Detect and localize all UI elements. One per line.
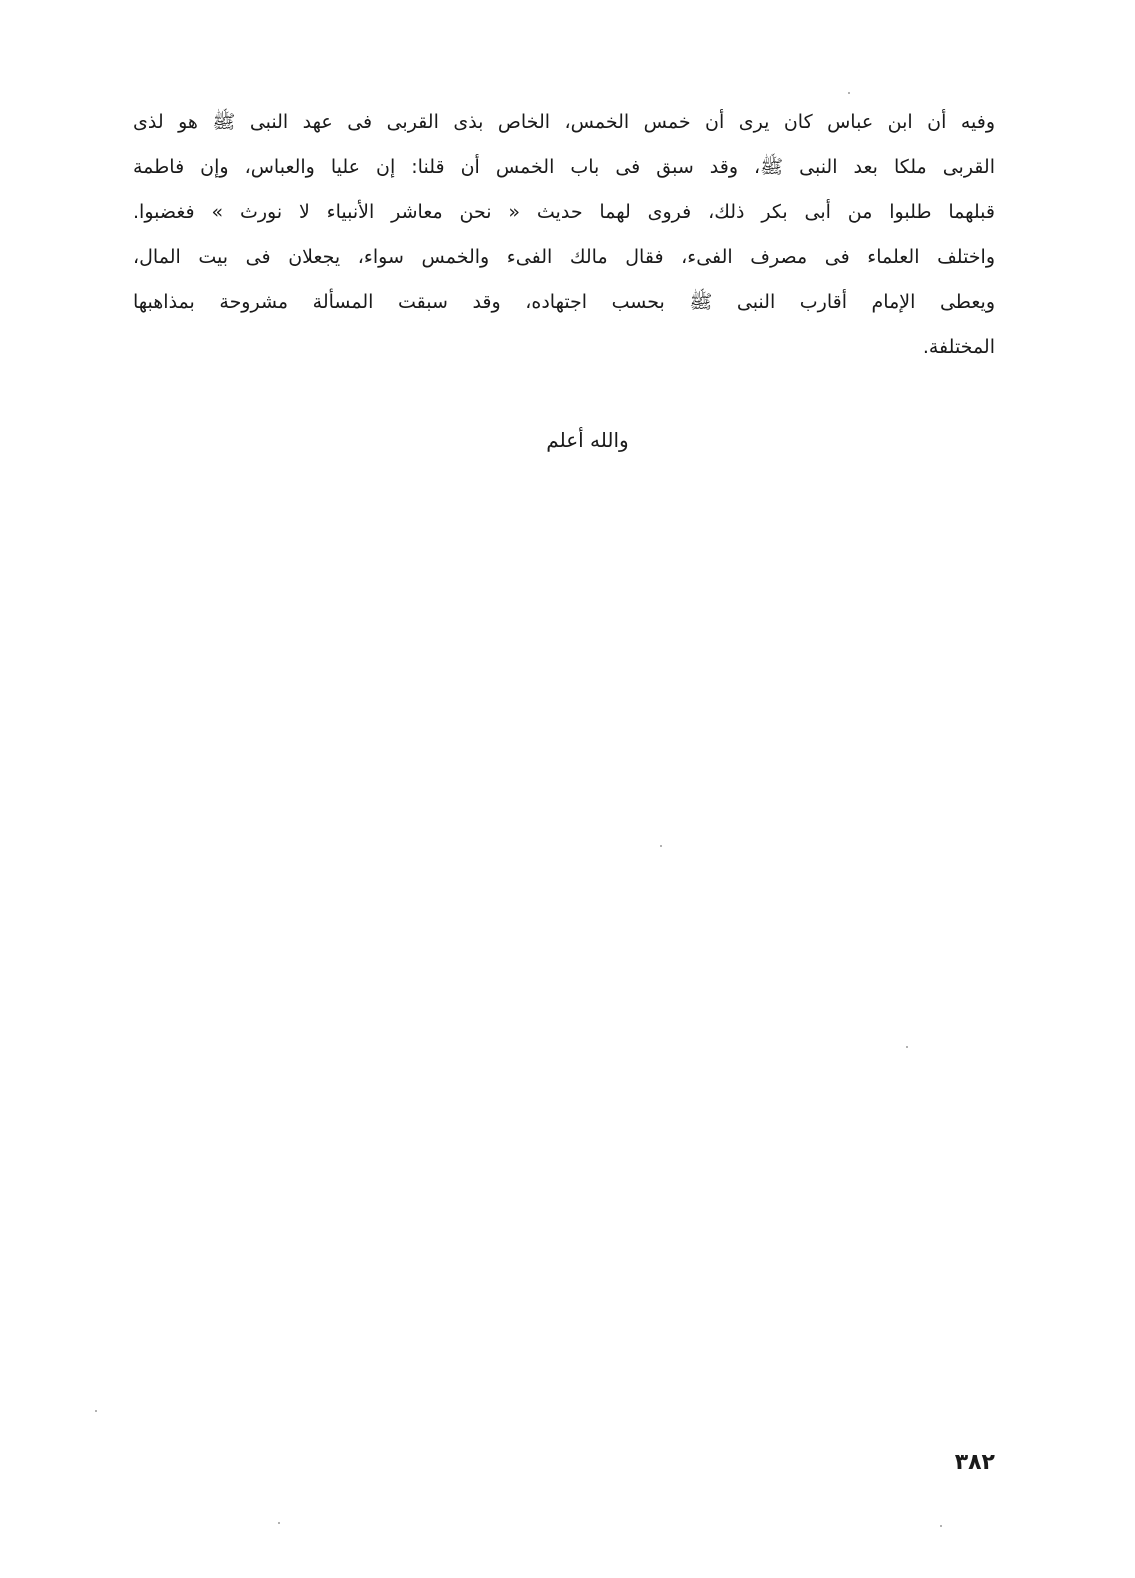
scan-speck	[906, 1046, 908, 1048]
page-number: ٣٨٢	[954, 1450, 995, 1475]
scan-speck	[95, 1410, 97, 1412]
paragraph-line-3: قبلهما طلبوا من أبى بكر ذلك، فروى لهما حديث « نحن معاشر الأنبياء لا نورث » فغضبوا.	[133, 201, 995, 223]
paragraph-line-6: المختلفة.	[922, 336, 995, 358]
scan-speck	[940, 1525, 942, 1527]
closing-phrase: والله أعلم	[546, 428, 629, 452]
paragraph-line-5: ويعطى الإمام أقارب النبى ﷺ بحسب اجتهاده، وقد سبقت المسألة مشروحة بمذاهبها	[133, 291, 995, 313]
body-paragraph	[133, 100, 995, 370]
scan-speck	[278, 1522, 280, 1524]
paragraph-line-1: وفيه أن ابن عباس كان يرى أن خمس الخمس، الخاص بذى القربى فى عهد النبى ﷺ هو لذى	[133, 111, 995, 133]
paragraph-line-4: واختلف العلماء فى مصرف الفىء، فقال مالك الفىء والخمس سواء، يجعلان فى بيت المال،	[133, 246, 995, 268]
scan-speck	[660, 845, 662, 847]
scan-speck	[848, 92, 850, 94]
paragraph-line-2: القربى ملكا بعد النبى ﷺ، وقد سبق فى باب الخمس أن قلنا: إن عليا والعباس، وإن فاطمة	[133, 156, 995, 178]
closing-phrase-row	[0, 420, 1135, 460]
